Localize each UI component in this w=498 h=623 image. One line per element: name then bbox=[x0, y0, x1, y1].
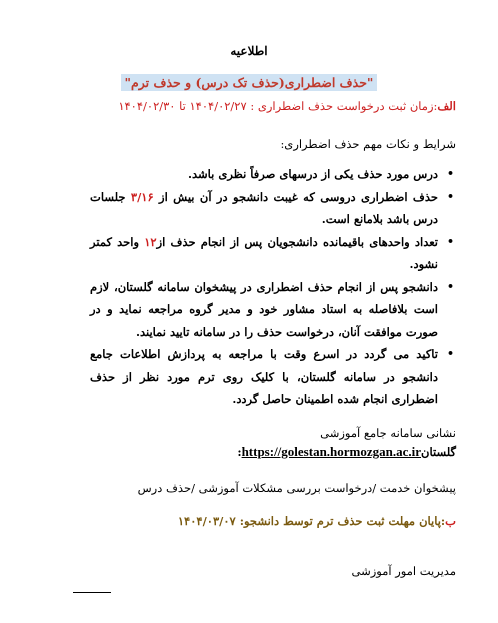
list-item bbox=[90, 276, 456, 344]
main-title-wrap bbox=[0, 72, 498, 91]
conditions-heading: شرایط و نکات مهم حذف اضطراری: bbox=[280, 137, 456, 151]
bullet-text: حذف اضطراری دروسی که غیبت دانشجو در آن بیش از bbox=[153, 189, 438, 204]
bullet-text: جلسات درس باشد بلامانع است. bbox=[90, 189, 438, 226]
notice-header: اطلاعیه bbox=[230, 44, 268, 58]
bullet-text: تعداد واحدهای باقیمانده دانشجویان پس از انجام حذف از bbox=[156, 234, 438, 249]
bullet-icon: • bbox=[446, 189, 454, 203]
golestan-link[interactable]: https://golestan.hormozgan.ac.ir bbox=[241, 444, 422, 459]
bullet-icon: • bbox=[446, 167, 454, 180]
be-line bbox=[30, 510, 456, 532]
bullet-text: دانشجو پس از انجام حذف اضطراری در پیشخوان سامانه گلستان، لازم است بلافاصله به استاد مشاور خود و مدیر گروه مراجعه نماید و در صورت موافقت آنان، درخواست حذف را در سامانه تایید نمایند. bbox=[90, 279, 438, 339]
bullet-text: تاکید می گردد در اسرع وقت با مراجعه به پردازش اطلاعات جامع دانشجو در سامانه گلستان، با کلیک روی ترم مورد نظر از حذف اضطراری انجام شده اطمینان حاصل گردد. bbox=[90, 347, 438, 406]
list-item bbox=[90, 231, 456, 276]
signature-rule bbox=[73, 592, 111, 593]
bullet-text: واحد کمتر نشود. bbox=[90, 234, 438, 271]
bullet-icon: • bbox=[446, 234, 454, 248]
signature: مدیریت امور آموزشی bbox=[351, 564, 456, 578]
alef-dates: ۱۴۰۴/۰۲/۲۷ تا ۱۴۰۴/۰۲/۳۰ bbox=[118, 99, 247, 113]
be-label: ب bbox=[445, 514, 456, 528]
address-line bbox=[30, 441, 456, 463]
address-prefix: گلستان bbox=[421, 445, 456, 459]
alef-line bbox=[30, 95, 456, 117]
bullet-icon: • bbox=[446, 347, 454, 360]
address-heading: نشانی سامانه جامع آموزشی bbox=[320, 426, 456, 440]
list-item bbox=[90, 163, 456, 186]
bullet-text: درس مورد حذف یکی از درسهای صرفاً نظری باشد. bbox=[187, 167, 438, 181]
address-suffix: : bbox=[237, 445, 242, 459]
bullet-icon: • bbox=[446, 279, 454, 293]
be-text: :پایان مهلت ثبت حذف ترم توسط دانشجو: ۱۴۰۴/۰۳/۰۷ bbox=[177, 514, 446, 528]
list-item bbox=[90, 343, 456, 411]
alef-text: :زمان ثبت درخواست حذف اضطراری : bbox=[246, 99, 438, 113]
alef-label: الف bbox=[437, 99, 456, 113]
service-path: پیشخوان خدمت /درخواست بررسی مشکلات آموزشی /حذف درس bbox=[137, 481, 456, 495]
bullet-highlight: ۱۲ bbox=[144, 234, 157, 249]
list-item bbox=[90, 186, 456, 231]
notice-title: "حذف اضطراری(حذف تک درس) و حذف ترم" bbox=[121, 74, 378, 91]
conditions-list bbox=[90, 163, 456, 411]
bullet-highlight: ۳/۱۶ bbox=[130, 189, 154, 204]
